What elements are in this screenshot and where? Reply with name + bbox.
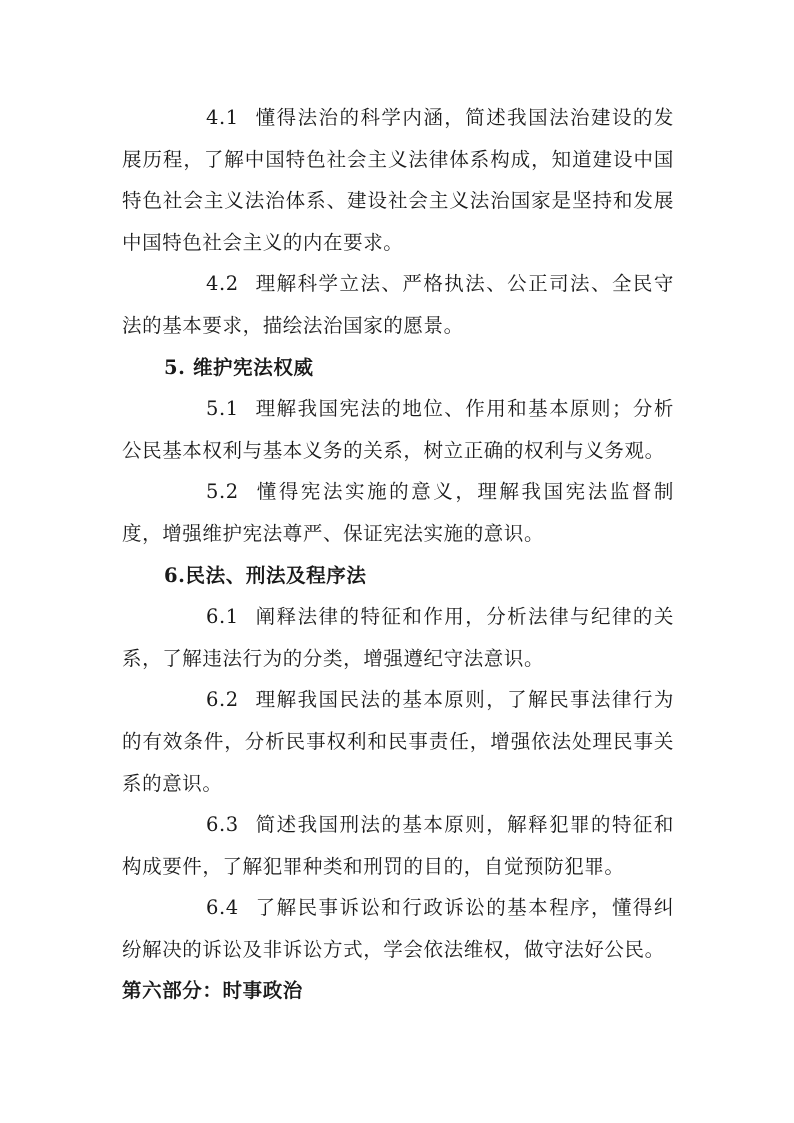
paragraph-6-4 (122, 887, 674, 970)
clause-number: 5.1 (206, 397, 239, 421)
paragraph-4-1 (122, 97, 674, 263)
paragraph-5-1 (122, 388, 674, 471)
section-heading-5: 5. 维护宪法权威 (164, 355, 314, 379)
paragraph-5-2 (122, 471, 674, 554)
part-heading-6: 第六部分：时事政治 (122, 979, 303, 1003)
clause-number: 6.2 (206, 688, 239, 712)
paragraph-6-2 (122, 679, 674, 804)
paragraph-6-3 (122, 804, 674, 887)
clause-number: 4.2 (206, 272, 239, 296)
clause-number: 5.2 (206, 480, 239, 504)
clause-number: 6.4 (206, 896, 239, 920)
clause-text: 懂得宪法实施的意义，理解我国宪法监督制度，增强维护宪法尊严、保证宪法实施的意识。 (122, 480, 674, 545)
clause-number: 4.1 (206, 106, 239, 129)
clause-number: 6.1 (206, 605, 239, 629)
clause-text: 懂得法治的科学内涵，简述我国法治建设的发展历程，了解中国特色社会主义法律体系构成，知道建设中国特色社会主义法治体系、建设社会主义法治国家是坚持和发展中国特色社会主义的内在要求。 (122, 106, 674, 254)
clause-text: 简述我国刑法的基本原则，解释犯罪的特征和构成要件，了解犯罪种类和刑罚的目的，自觉预防犯罪。 (122, 813, 674, 878)
section-heading-6: 6.民法、刑法及程序法 (164, 563, 367, 587)
clause-text: 理解我国宪法的地位、作用和基本原则；分析公民基本权利与基本义务的关系，树立正确的权利与义务观。 (122, 397, 674, 462)
paragraph-4-2 (122, 263, 674, 346)
clause-number: 6.3 (206, 813, 239, 837)
clause-text: 了解民事诉讼和行政诉讼的基本程序，懂得纠纷解决的诉讼及非诉讼方式，学会依法维权，做守法好公民。 (122, 896, 674, 961)
paragraph-6-1 (122, 596, 674, 679)
clause-text: 阐释法律的特征和作用，分析法律与纪律的关系，了解违法行为的分类，增强遵纪守法意识。 (122, 605, 674, 670)
clause-text: 理解科学立法、严格执法、公正司法、全民守法的基本要求，描绘法治国家的愿景。 (122, 272, 674, 337)
document-body (122, 97, 674, 1012)
clause-text: 理解我国民法的基本原则，了解民事法律行为的有效条件，分析民事权利和民事责任，增强依法处理民事关系的意识。 (122, 688, 674, 795)
